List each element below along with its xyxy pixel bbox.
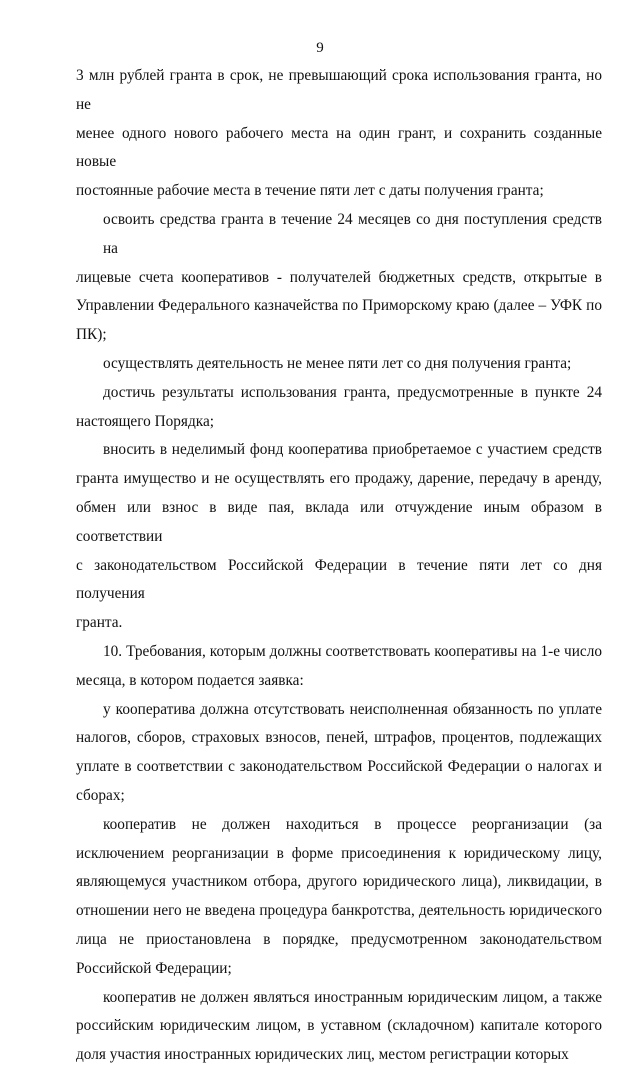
text-line: налогов, сборов, страховых взносов, пеней, штрафов, процентов, подлежащих [76,729,602,747]
text-line: у кооператива должна отсутствовать неисполненная обязанность по уплате [103,700,602,718]
text-line: доля участия иностранных юридических лиц, местом регистрации которых [76,1046,569,1064]
text-line: освоить средства гранта в течение 24 месяцев со дня поступления средств на [103,210,602,257]
text-line: с законодательством Российской Федерации в течение пяти лет со дня получения [76,556,602,603]
text-line: вносить в неделимый фонд кооператива приобретаемое с участием средств [103,441,602,459]
page-number: 9 [316,40,324,56]
paragraph [76,638,602,696]
text-line: Российской Федерации; [76,959,232,977]
text-line: кооператив не должен находиться в процессе реорганизации (за [103,815,602,833]
paragraph [76,811,602,984]
text-line: постоянные рабочие места в течение пяти лет с даты получения гранта; [76,182,544,200]
text-line: гранта. [76,614,123,632]
text-line: кооператив не должен являться иностранным юридическим лицом, а также [103,988,602,1006]
text-line: настоящего Порядка; [76,412,214,430]
paragraph [76,379,602,437]
text-line: достичь результаты использования гранта, предусмотренные в пункте 24 [103,383,602,401]
text-line: лицевые счета кооперативов - получателей бюджетных средств, открытые в [76,268,602,286]
text-line: менее одного нового рабочего места на один грант, и сохранить созданные новые [76,124,602,171]
text-line: Управлении Федерального казначейства по Приморскому краю (далее – УФК по [76,297,602,315]
paragraph [76,436,602,638]
paragraph [76,62,602,206]
text-line: 3 млн рублей гранта в срок, не превышающий срока использования гранта, но не [76,67,602,113]
text-line: являющемуся участником отбора, другого юридического лица), ликвидации, в [76,873,602,891]
document-body [76,62,602,1070]
text-line: исключением реорганизации в форме присоединения к юридическому лицу, [76,844,602,862]
text-line: ПК); [76,326,107,344]
text-line: лица не приостановлена в порядке, предусмотренном законодательством [76,930,602,948]
text-line: осуществлять деятельность не менее пяти лет со дня получения гранта; [103,354,572,372]
paragraph [76,696,602,811]
text-line: отношении него не введена процедура банкротства, деятельность юридического [76,902,602,920]
text-line: российским юридическим лицом, в уставном (складочном) капитале которого [76,1017,602,1035]
text-line: сборах; [76,786,125,804]
text-line: месяца, в котором подается заявка: [76,671,304,689]
text-line: гранта имущество и не осуществлять его продажу, дарение, передачу в аренду, [76,470,602,488]
paragraph [76,984,602,1070]
text-line: уплате в соответствии с законодательством Российской Федерации о налогах и [76,758,602,776]
paragraph [76,206,602,350]
text-line: 10. Требования, которым должны соответствовать кооперативы на 1-е число [103,642,602,660]
text-line: обмен или взнос в виде пая, вклада или отчуждение иным образом в соответствии [76,498,602,545]
paragraph [76,350,602,379]
